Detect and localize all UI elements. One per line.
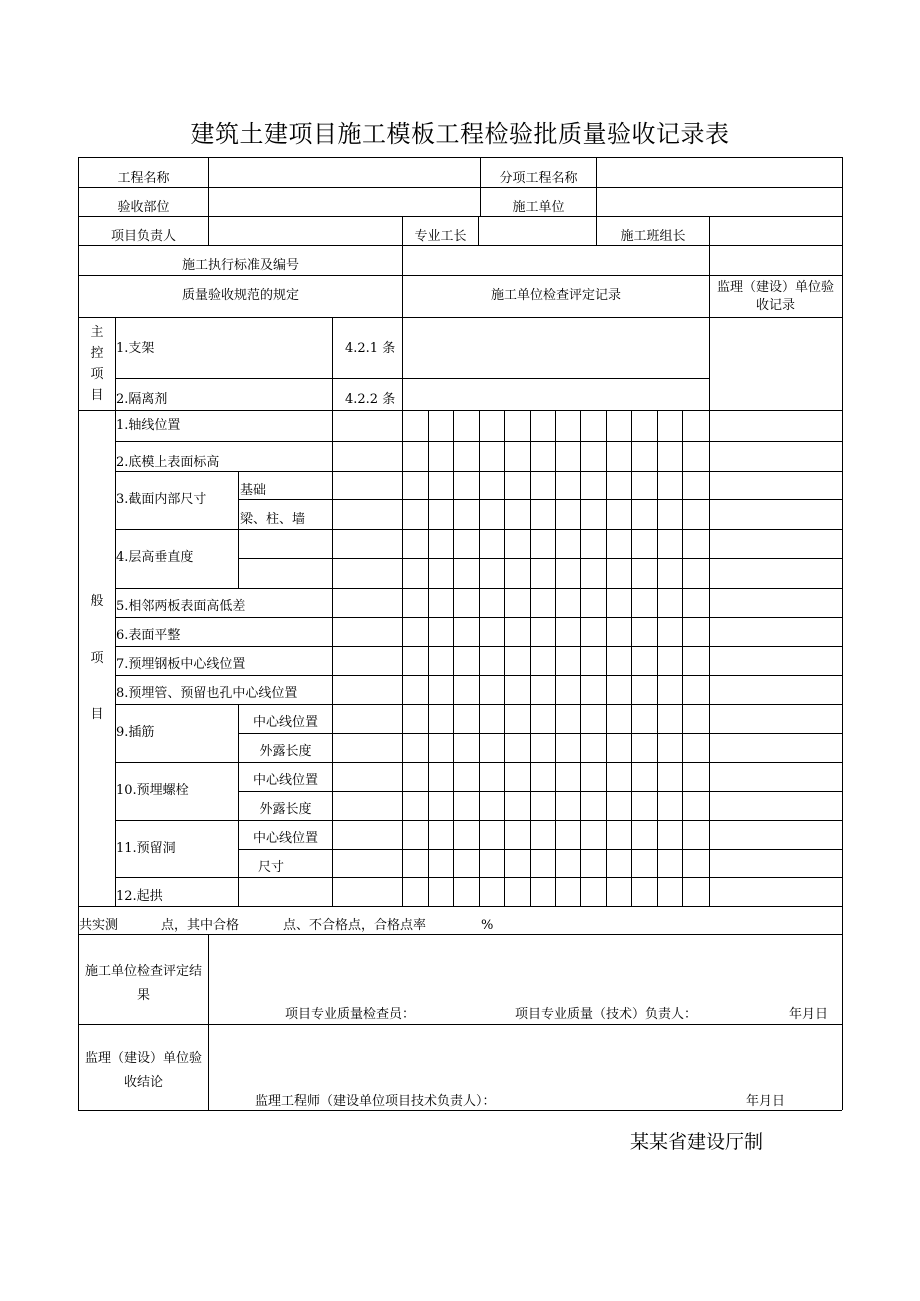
general-item: 1.轴线位置: [116, 418, 181, 433]
general-group-char: 目: [90, 707, 104, 722]
construction-unit-label: 施工单位: [512, 200, 565, 215]
grid-col: [530, 410, 531, 906]
form-border-right: [842, 157, 843, 1110]
general-item: 2.底模上表面标高: [116, 455, 220, 470]
main-control-char: 主: [90, 325, 104, 340]
general-sub-item: 中心线位置: [252, 715, 318, 730]
row-line: [238, 849, 842, 850]
general-sub-item: 尺寸: [258, 860, 285, 875]
row-line: [78, 1024, 842, 1025]
row-line: [238, 499, 842, 500]
row-line: [78, 410, 842, 411]
supervision-record-label: 监理（建设）单位验收记录: [716, 280, 834, 313]
check-record-label: 施工单位检查评定记录: [490, 288, 621, 303]
grid-col: [504, 410, 505, 906]
col-line: [478, 216, 479, 245]
spec-label: 质量验收规范的规定: [181, 288, 299, 303]
grid-col: [453, 410, 454, 906]
main-control-group-label: [79, 322, 115, 406]
supervision-date: 年月日: [746, 1094, 786, 1109]
grid-col: [402, 410, 403, 906]
summary-total-label: 共实测: [79, 918, 119, 933]
supervising-engineer-label: 监理工程师（建设单位项目技术负责人）：: [255, 1094, 496, 1109]
row-line: [115, 378, 709, 379]
general-item: 9.插筋: [116, 725, 155, 740]
row-line: [238, 791, 842, 792]
general-item: 11.预留洞: [116, 841, 176, 856]
col-line: [208, 157, 209, 245]
grid-col: [606, 410, 607, 906]
sub-project-label: 分项工程名称: [499, 171, 578, 186]
general-sub-item: 中心线位置: [252, 773, 318, 788]
summary-qualified-label: 点，其中合格: [161, 918, 240, 933]
general-sub-item: 中心线位置: [252, 831, 318, 846]
col-line: [596, 157, 597, 216]
main-control-char: 项: [90, 367, 104, 382]
general-sub-item: 外露长度: [259, 802, 312, 817]
col-line: [238, 471, 239, 588]
form-border-top: [78, 157, 842, 158]
col-line: [332, 317, 333, 906]
row-line: [238, 733, 842, 734]
col-line: [709, 216, 710, 906]
main-item-name: 2.隔离剂: [116, 392, 168, 407]
foreman-label: 专业工长: [414, 229, 467, 244]
team-leader-label: 施工班组长: [620, 229, 686, 244]
technical-leader-label: 项目专业质量（技术）负责人：: [515, 1007, 698, 1022]
quality-inspector-label: 项目专业质量检查员：: [285, 1007, 416, 1022]
project-name-label: 工程名称: [117, 171, 170, 186]
summary-percent: %: [481, 918, 494, 933]
issuing-authority: 某某省建设厅制: [630, 1131, 764, 1153]
acceptance-part-label: 验收部位: [117, 200, 170, 215]
general-sub-item: 外露长度: [259, 744, 312, 759]
grid-col: [631, 410, 632, 906]
col-line: [208, 934, 209, 1110]
main-item-clause: 4.2.2 条: [345, 392, 396, 407]
project-leader-label: 项目负责人: [110, 229, 176, 244]
main-control-char: 目: [90, 388, 104, 403]
row-line: [78, 934, 842, 935]
general-item: 3.截面内部尺寸: [116, 492, 207, 507]
form-border-bottom: [78, 1110, 842, 1111]
general-item: 5.相邻两板表面高低差: [116, 599, 246, 614]
row-line: [78, 245, 842, 246]
row-line: [78, 317, 842, 318]
general-sub-item: 梁、柱、墙: [240, 512, 306, 527]
general-sub-item: 基础: [240, 483, 267, 498]
grid-col: [580, 410, 581, 906]
construction-result-label: 施工单位检查评定结果: [84, 964, 202, 1003]
row-line: [78, 187, 842, 188]
supervision-result-label: 监理（建设）单位验收结论: [84, 1051, 202, 1090]
general-group-char: 项: [90, 651, 104, 666]
grid-col: [428, 410, 429, 906]
standard-label: 施工执行标准及编号: [181, 258, 299, 273]
form-title: 建筑土建项目施工模板工程检验批质量验收记录表: [190, 120, 730, 148]
grid-col: [479, 410, 480, 906]
grid-col: [555, 410, 556, 906]
row-line: [78, 275, 842, 276]
grid-col: [657, 410, 658, 906]
general-item: 8.预埋管、预留也孔中心线位置: [116, 686, 298, 701]
row-line: [238, 558, 842, 559]
general-group-char: 般: [90, 594, 104, 609]
general-item: 12.起拱: [116, 889, 163, 904]
general-item: 10.预埋螺栓: [116, 783, 189, 798]
general-item: 4.层高垂直度: [116, 550, 194, 565]
general-item: 6.表面平整: [116, 628, 181, 643]
main-item-name: 1.支架: [116, 341, 155, 356]
row-line: [78, 906, 842, 907]
construction-date: 年月日: [789, 1007, 829, 1022]
row-line: [78, 216, 842, 217]
general-item: 7.预埋钢板中心线位置: [116, 657, 246, 672]
col-line: [402, 216, 403, 410]
main-item-clause: 4.2.1 条: [345, 341, 396, 356]
grid-col: [682, 410, 683, 906]
main-control-char: 控: [90, 346, 104, 361]
summary-rate-label: 点、不合格点，合格点率: [283, 918, 427, 933]
